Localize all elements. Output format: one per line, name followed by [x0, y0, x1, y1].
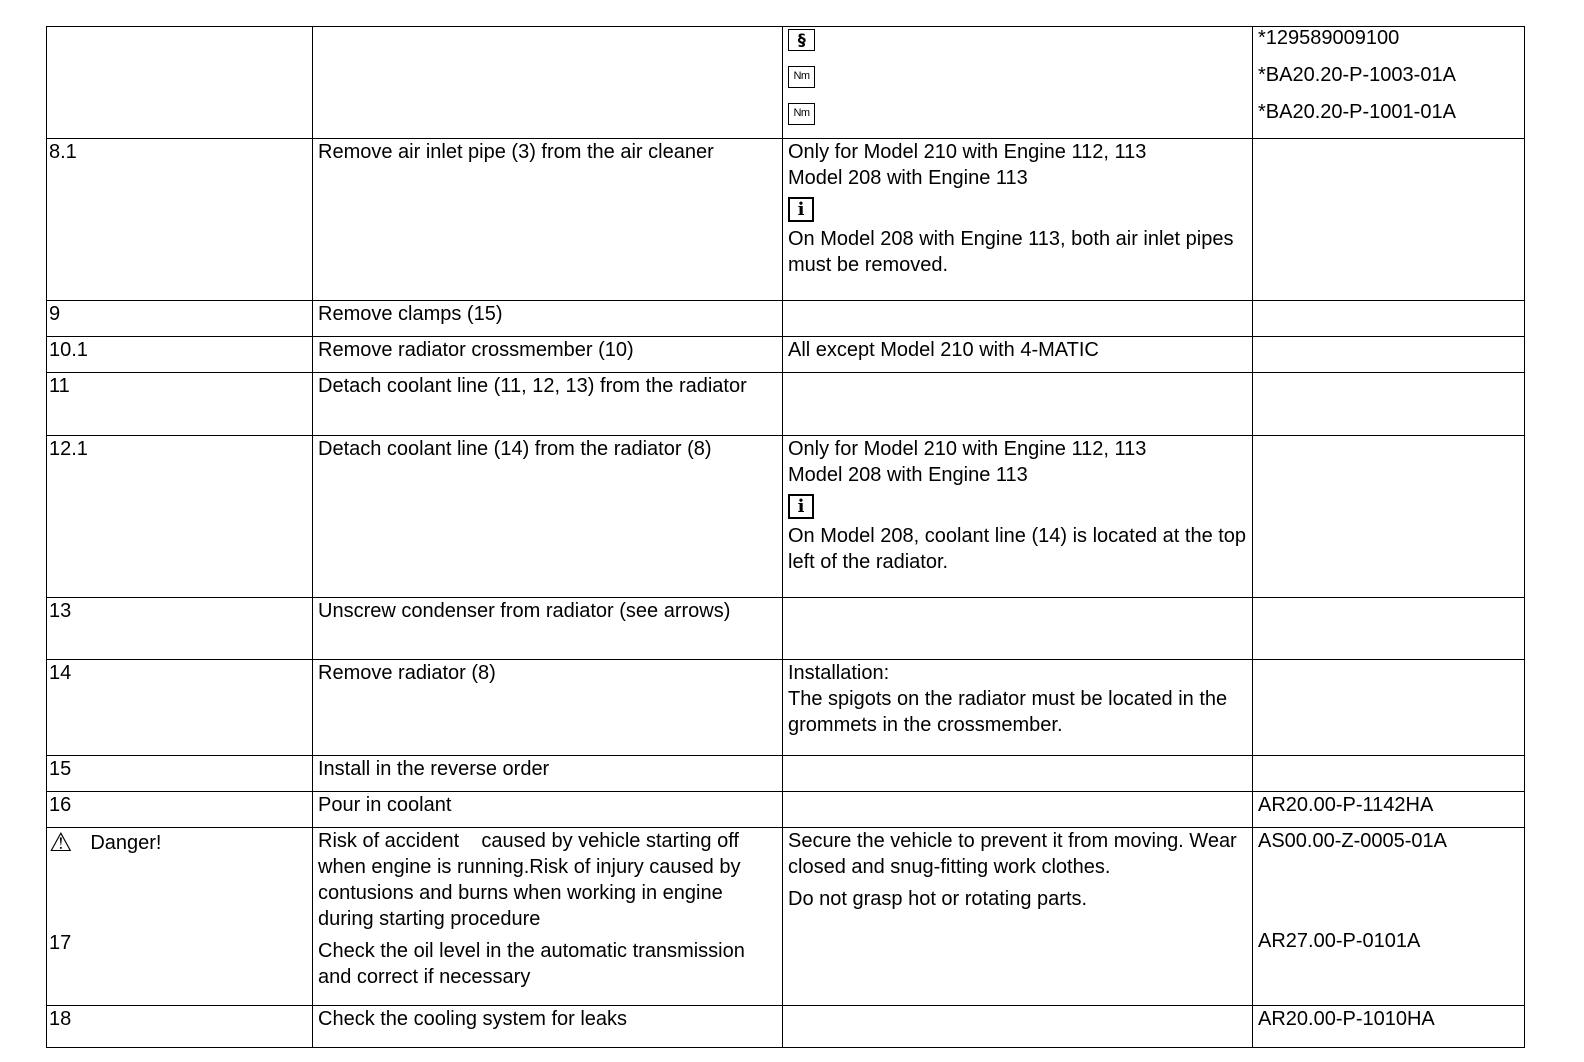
ref-cell — [1253, 598, 1525, 660]
info-icon: i — [788, 494, 814, 519]
table-row — [47, 828, 1525, 1006]
step-cell — [47, 27, 313, 139]
action-cell: Pour in coolant — [313, 792, 783, 828]
table-row — [47, 1006, 1525, 1048]
ref-link[interactable]: AS00.00-Z-0005-01A — [1258, 830, 1448, 852]
step-cell: 10.1 — [47, 337, 313, 373]
special-tool-icon: § — [788, 29, 815, 51]
notes-cell: Only for Model 210 with Engine 112, 113 Model 208 with Engine 113 i On Model 208, coolant line (14) is located at the top left of the radiator. — [783, 436, 1253, 598]
ref-cell — [1253, 660, 1525, 756]
action-cell: Detach coolant line (14) from the radiator (8) — [313, 436, 783, 598]
notes-cell — [783, 373, 1253, 436]
notes-cell — [783, 598, 1253, 660]
table-row — [47, 660, 1525, 756]
torque-nm-icon: Nm — [788, 103, 815, 125]
table-row — [47, 373, 1525, 436]
step-cell: 11 — [47, 373, 313, 436]
table-row — [47, 756, 1525, 792]
action-cell: Remove clamps (15) — [313, 301, 783, 337]
action-cell: Install in the reverse order — [313, 756, 783, 792]
procedure-table — [46, 26, 1525, 1048]
step-cell: 18 — [47, 1006, 313, 1048]
table-row — [47, 792, 1525, 828]
step-cell: 14 — [47, 660, 313, 756]
step-cell: 13 — [47, 598, 313, 660]
ref-link[interactable]: *129589009100 — [1258, 27, 1400, 49]
notes-cell — [783, 756, 1253, 792]
action-cell: Remove radiator crossmember (10) — [313, 337, 783, 373]
info-note: On Model 208 with Engine 113, both air inlet pipes must be removed. — [788, 228, 1234, 276]
table-row — [47, 27, 1525, 139]
ref-cell — [1253, 792, 1525, 828]
danger-label: Danger! — [90, 832, 162, 854]
torque-nm-icon: Nm — [788, 66, 815, 88]
action-cell: Unscrew condenser from radiator (see arrows) — [313, 598, 783, 660]
action-cell — [313, 27, 783, 139]
notes-cell — [783, 792, 1253, 828]
step-cell: 12.1 — [47, 436, 313, 598]
ref-link[interactable]: AR27.00-P-0101A — [1258, 930, 1421, 952]
ref-cell — [1253, 373, 1525, 436]
ref-cell — [1253, 436, 1525, 598]
step-cell: 16 — [47, 792, 313, 828]
step-cell: 9 — [47, 301, 313, 337]
ref-cell — [1253, 828, 1525, 1006]
table-row — [47, 598, 1525, 660]
action-cell: Check the cooling system for leaks — [313, 1006, 783, 1048]
table-row — [47, 436, 1525, 598]
info-icon: i — [788, 197, 814, 222]
ref-link[interactable]: *BA20.20-P-1003-01A — [1258, 64, 1456, 86]
notes-cell — [783, 1006, 1253, 1048]
ref-link[interactable]: AR20.00-P-1142HA — [1258, 794, 1434, 816]
notes-cell: All except Model 210 with 4-MATIC — [783, 337, 1253, 373]
table-row — [47, 301, 1525, 337]
table-row — [47, 337, 1525, 373]
step-cell: 8.1 — [47, 139, 313, 301]
info-note: On Model 208, coolant line (14) is located at the top left of the radiator. — [788, 525, 1247, 573]
risk-text: Risk of accident caused by vehicle starting off when engine is running.Risk of injury caused by contusions and burns when working in engine during starting procedure — [318, 830, 741, 930]
ref-cell — [1253, 301, 1525, 337]
step-cell: 15 — [47, 756, 313, 792]
ref-cell — [1253, 1006, 1525, 1048]
action-cell: Remove radiator (8) — [313, 660, 783, 756]
ref-cell — [1253, 139, 1525, 301]
ref-link[interactable]: AR20.00-P-1010HA — [1258, 1008, 1435, 1030]
notes-cell: Installation: The spigots on the radiator must be located in the grommets in the crossmember. — [783, 660, 1253, 756]
notes-cell — [783, 301, 1253, 337]
ref-cell — [1253, 27, 1525, 139]
action-cell: Remove air inlet pipe (3) from the air cleaner — [313, 139, 783, 301]
step-cell: ⚠ Danger! 17 — [47, 828, 313, 1006]
action-cell: Risk of accident caused by vehicle starting off when engine is running.Risk of injury caused by contusions and burns when working in engine during starting procedure Check the oil level in the automatic transmission and correct if necessary — [313, 828, 783, 1006]
notes-cell: Only for Model 210 with Engine 112, 113 Model 208 with Engine 113 i On Model 208 with Engine 113, both air inlet pipes must be removed. — [783, 139, 1253, 301]
table-row — [47, 139, 1525, 301]
notes-cell — [783, 27, 1253, 139]
ref-cell — [1253, 756, 1525, 792]
ref-link[interactable]: *BA20.20-P-1001-01A — [1258, 101, 1456, 123]
ref-cell — [1253, 337, 1525, 373]
action-cell: Detach coolant line (11, 12, 13) from the radiator — [313, 373, 783, 436]
warning-icon: ⚠ — [49, 828, 73, 858]
notes-cell: Secure the vehicle to prevent it from moving. Wear closed and snug-fitting work clothes. Do not grasp hot or rotating parts. — [783, 828, 1253, 1006]
